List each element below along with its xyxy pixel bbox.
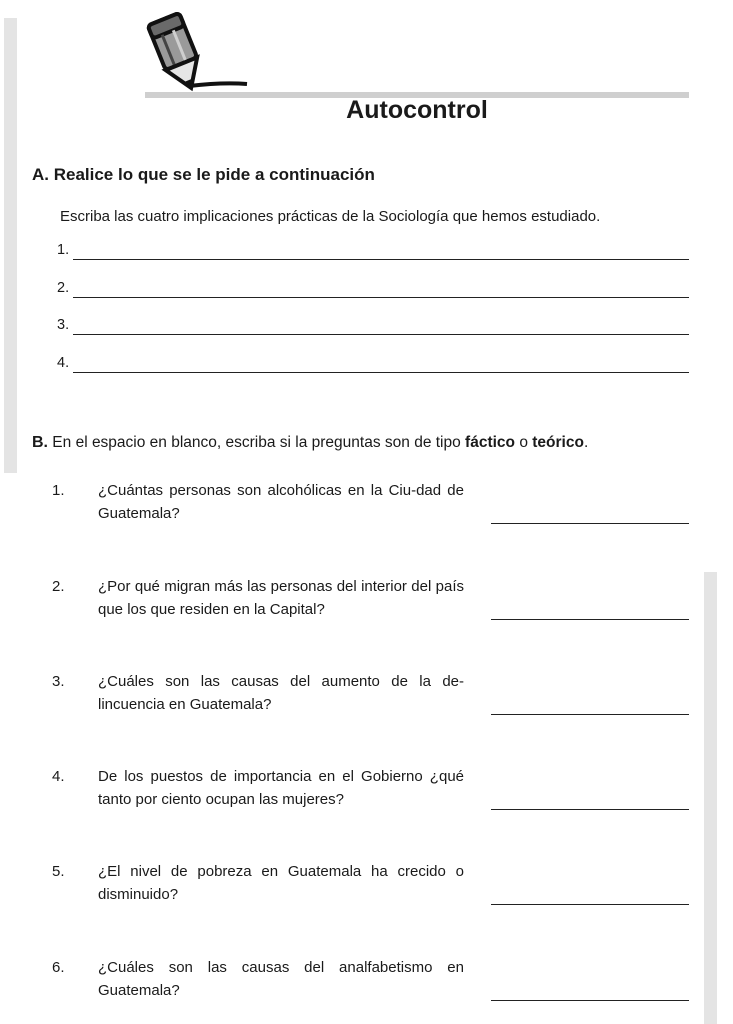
pencil-icon: [143, 10, 251, 94]
question-number: 2.: [52, 578, 65, 595]
question-answer-line[interactable]: [491, 904, 689, 905]
section-b-bold-factico: fáctico: [465, 434, 516, 451]
question-answer-line[interactable]: [491, 809, 689, 810]
answer-number: 2.: [57, 280, 70, 296]
answer-rule: [73, 259, 689, 260]
question-text: De los puestos de importancia en el Gobierno ¿qué tanto por ciento ocupan las mujeres?: [98, 768, 464, 808]
section-b-bold-teorico: teórico: [532, 434, 584, 451]
question-answer-line[interactable]: [491, 619, 689, 620]
question-answer-line[interactable]: [491, 523, 689, 524]
answer-rule: [73, 334, 689, 335]
question-number: 5.: [52, 863, 65, 880]
section-b-letter: B.: [32, 434, 48, 451]
question-item: [52, 956, 689, 1006]
question-item: [52, 670, 689, 720]
question-text: ¿Cuáles son las causas del analfabetismo en Guatemala?: [98, 959, 464, 999]
answer-number: 4.: [57, 355, 70, 371]
answer-line[interactable]: [57, 351, 689, 373]
section-b-intro: En el espacio en blanco, escriba si la preguntas son de tipo: [48, 434, 466, 451]
question-item: [52, 479, 689, 529]
answer-line[interactable]: [57, 238, 689, 260]
answer-number: 1.: [57, 242, 70, 258]
question-item: [52, 860, 689, 910]
question-answer-line[interactable]: [491, 1000, 689, 1001]
question-text: ¿Por qué migran más las personas del interior del país que los que residen en la Capital?: [98, 578, 464, 618]
question-item: [52, 765, 689, 815]
answer-rule: [73, 372, 689, 373]
question-number: 4.: [52, 768, 65, 785]
section-a-heading: A. Realice lo que se le pide a continuación: [32, 165, 375, 184]
left-margin-bar: [4, 18, 17, 473]
section-a-instruction: Escriba las cuatro implicaciones prácticas de la Sociología que hemos estudiado.: [60, 208, 601, 225]
question-text: ¿El nivel de pobreza en Guatemala ha crecido o disminuido?: [98, 863, 464, 903]
question-number: 3.: [52, 673, 65, 690]
answer-line[interactable]: [57, 313, 689, 335]
answer-rule: [73, 297, 689, 298]
right-margin-bar: [704, 572, 717, 1024]
section-b-end: .: [583, 434, 589, 451]
answer-line[interactable]: [57, 276, 689, 298]
question-text: ¿Cuántas personas son alcohólicas en la Ciu-dad de Guatemala?: [98, 482, 464, 522]
page-title: Autocontrol: [346, 96, 488, 124]
question-answer-line[interactable]: [491, 714, 689, 715]
question-number: 1.: [52, 482, 65, 499]
answer-number: 3.: [57, 317, 70, 333]
section-b-heading: [32, 434, 588, 452]
question-text: ¿Cuáles son las causas del aumento de la de-lincuencia en Guatemala?: [98, 673, 464, 713]
question-item: [52, 575, 689, 625]
section-b-mid: o: [515, 434, 533, 451]
question-number: 6.: [52, 959, 65, 976]
